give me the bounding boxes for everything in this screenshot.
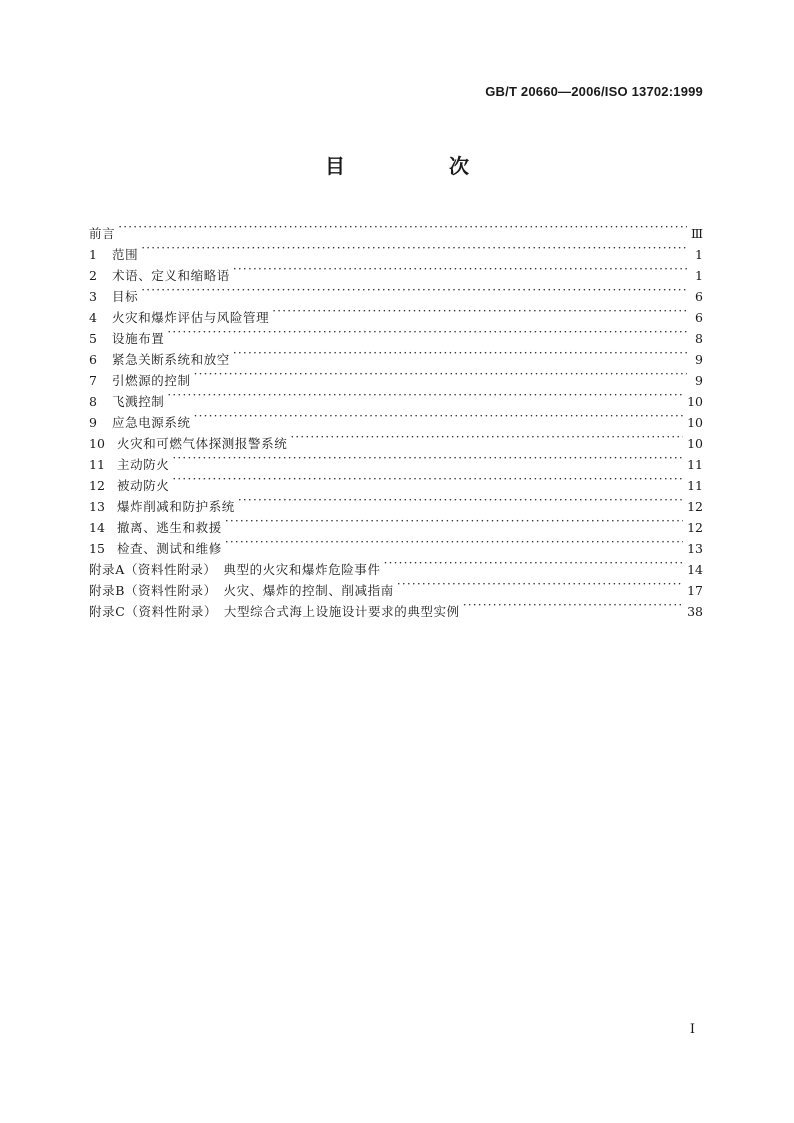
toc-page: 6 — [695, 289, 703, 304]
toc-label: 火灾和可燃气体探测报警系统 — [117, 436, 288, 451]
toc-number: 6 — [89, 352, 97, 367]
toc-leader — [238, 490, 683, 511]
toc-label: 设施布置 — [112, 331, 165, 346]
toc-page: 10 — [687, 436, 703, 451]
toc-number: 15 — [89, 541, 105, 556]
table-of-contents — [89, 217, 703, 619]
toc-page: 10 — [687, 415, 703, 430]
toc-page: 1 — [695, 268, 703, 283]
toc-entry-foreword[interactable] — [89, 217, 703, 241]
toc-number: 10 — [89, 436, 105, 451]
toc-page: 14 — [687, 562, 703, 577]
toc-page: 10 — [687, 394, 703, 409]
toc-number: 3 — [89, 289, 97, 304]
toc-label: 附录C（资料性附录） 大型综合式海上设施设计要求的典型实例 — [89, 604, 460, 619]
toc-page: 13 — [687, 541, 703, 556]
toc-leader — [172, 469, 683, 490]
toc-leader — [194, 406, 683, 427]
toc-leader — [172, 448, 683, 469]
page-number: I — [689, 1022, 695, 1037]
toc-number: 14 — [89, 520, 105, 535]
toc-page: Ⅲ — [690, 226, 703, 241]
toc-label: 前言 — [89, 226, 116, 241]
toc-label: 附录B（资料性附录） 火灾、爆炸的控制、削减指南 — [89, 583, 394, 598]
toc-leader — [233, 259, 687, 280]
toc-label: 附录A（资料性附录） 典型的火灾和爆炸危险事件 — [89, 562, 381, 577]
toc-leader — [384, 553, 684, 574]
toc-number: 2 — [89, 268, 97, 283]
toc-page: 1 — [695, 247, 703, 262]
toc-leader — [225, 532, 683, 553]
toc-label: 主动防火 — [117, 457, 170, 472]
toc-entry-1[interactable] — [89, 238, 703, 262]
toc-number: 9 — [89, 415, 97, 430]
toc-leader — [167, 385, 683, 406]
toc-leader — [141, 238, 687, 259]
toc-leader — [167, 322, 687, 343]
toc-page: 6 — [695, 310, 703, 325]
toc-number: 4 — [89, 310, 97, 325]
toc-label: 撤离、逃生和救援 — [117, 520, 222, 535]
toc-number: 8 — [89, 394, 97, 409]
toc-page: 11 — [687, 457, 703, 472]
toc-label: 检查、测试和维修 — [117, 541, 222, 556]
toc-number: 13 — [89, 499, 105, 514]
toc-label: 范围 — [112, 247, 139, 262]
toc-leader — [290, 427, 683, 448]
toc-number: 12 — [89, 478, 105, 493]
toc-entry-5[interactable] — [89, 322, 703, 346]
toc-label: 爆炸削减和防护系统 — [117, 499, 235, 514]
toc-label: 目标 — [112, 289, 139, 304]
toc-page: 8 — [695, 331, 703, 346]
standard-code: GB/T 20660—2006/ISO 13702:1999 — [485, 84, 703, 99]
toc-label: 引燃源的控制 — [112, 373, 191, 388]
toc-entry-2[interactable] — [89, 259, 703, 283]
page-title: 目 次 — [325, 154, 511, 178]
toc-entry-8[interactable] — [89, 385, 703, 409]
toc-leader — [225, 511, 683, 532]
toc-entry-6[interactable] — [89, 343, 703, 367]
toc-leader — [272, 301, 687, 322]
toc-leader — [141, 280, 687, 301]
toc-page: 11 — [687, 478, 703, 493]
toc-label: 紧急关断系统和放空 — [112, 352, 230, 367]
toc-page: 9 — [695, 373, 703, 388]
toc-page: 38 — [687, 604, 703, 619]
toc-page: 12 — [687, 499, 703, 514]
toc-label: 术语、定义和缩略语 — [112, 268, 230, 283]
toc-leader — [194, 364, 687, 385]
toc-leader — [397, 574, 683, 595]
toc-label: 应急电源系统 — [112, 415, 191, 430]
toc-entry-13[interactable] — [89, 490, 703, 514]
toc-entry-11[interactable] — [89, 448, 703, 472]
toc-number: 7 — [89, 373, 97, 388]
toc-leader — [118, 217, 687, 238]
toc-leader — [463, 595, 683, 616]
toc-label: 被动防火 — [117, 478, 170, 493]
toc-entry-9[interactable] — [89, 406, 703, 430]
toc-page: 9 — [695, 352, 703, 367]
toc-label: 火灾和爆炸评估与风险管理 — [112, 310, 270, 325]
toc-leader — [233, 343, 687, 364]
toc-page: 17 — [687, 583, 703, 598]
toc-number: 1 — [89, 247, 97, 262]
toc-entry-12[interactable] — [89, 469, 703, 493]
toc-entry-4[interactable] — [89, 301, 703, 325]
toc-number: 11 — [89, 457, 105, 472]
toc-number: 5 — [89, 331, 97, 346]
toc-label: 飞溅控制 — [112, 394, 165, 409]
toc-page: 12 — [687, 520, 703, 535]
toc-entry-3[interactable] — [89, 280, 703, 304]
